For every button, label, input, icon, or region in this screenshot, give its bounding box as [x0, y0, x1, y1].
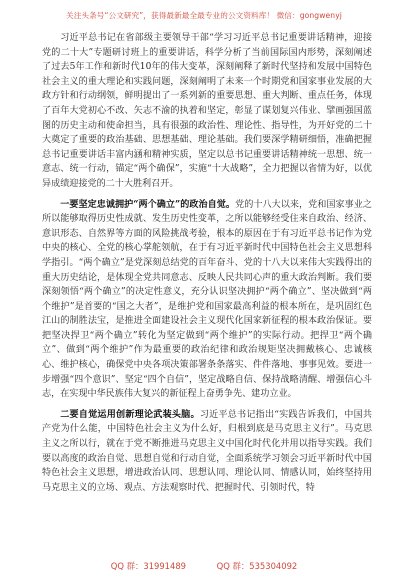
paragraph-section-2 [42, 408, 372, 496]
paragraph-intro: 习近平总书记在省部级主要领导干部“学习习近平总书记重要讲话精神，迎接党的二十大”专题研讨班上的重要讲话，科学分析了当前国际国内形势，深刻阐述了过去5年工作和新时代10年的伟大变革，深刻阐释了新时代坚持和发展中国特色社会主义的重大理论和实践问题，深刻阐明了未来一个时期党和国家事业发展的大政方针和行动纲领，鲜明提出了一系列新的重要思想、重大判断、重点任务，体现了百年大党初心不改、矢志不渝的执着和坚定，彰显了谋划复兴伟业、擘画强国蓝图的历史主动和使命担当，具有很强的政治性、理论性、指导性，为开好党的二十大奠定了重要的政治基础、思想基础、理论基础。我们要深学精研细悟，准确把握总书记重要讲话丰富内涵和精神实质，坚定以总书记重要讲话精神统一思想、统一意志、统一行动，锚定“两个确保”，实施“十大战略”，全力把握以省情为好，以优异成绩迎接党的二十大胜利召开。 [42, 33, 372, 189]
section-2-text: 习近平总书记指出“实践告诉我们，中国共产党为什么能，中国特色社会主义为什么好，归根到底是马克思主义行”。马克思主义之所以行，就在于党不断推进马克思主义中国化时代化并用以指导实践。我们要以高度的政治自觉、思想自觉和行动自觉，全面系统学习领会习近平新时代中国特色社会主义思想，增进政治认同、思想认同、理论认同、情感认同，始终坚持用马克思主义的立场、观点、方法观察时代、把握时代、引领时代，特 [42, 409, 372, 493]
paragraph-section-1 [42, 198, 372, 402]
qq-group-2: QQ 群：535304092 [216, 561, 298, 571]
section-1-heading: 一要坚定忠诚拥护“两个确立”的政治自觉。 [60, 198, 236, 210]
section-2-heading: 二要自觉运用创新理论武装头脑。 [60, 408, 200, 420]
contact-footer [0, 560, 408, 572]
document-body [42, 31, 372, 501]
qq-group-1: QQ 群：31991489 [110, 561, 186, 571]
section-1-text: 党的十八大以来，党和国家事业之所以能够取得历史性成就、发生历史性变革，之所以能够经受住来自政治、经济、意识形态、自然界等方面的风险挑战考验，根本的原因在于有习近平总书记作为党中央的核心、全党的核心掌舵领航，在于有习近平新时代中国特色社会主义思想科学指引。“两个确立”是党深刻总结党的百年奋斗、党的十八大以来伟大实践得出的重大历史结论，是体现全党共同意志、反映人民共同心声的重大政治判断。我们要深刻领悟“两个确立”的决定性意义，充分认识坚决拥护“两个确立”、坚决做到“两个维护”是首要的“国之大者”，是维护党和国家最高利益的根本所在，是巩固红色江山的制胜法宝，是推进全面建设社会主义现代化国家新征程的根本政治保证。要把坚决捍卫“两个确立”转化为坚定做到“两个维护”的实际行动。把捍卫“两个确立”、做到“两个维护”作为最重要的政治纪律和政治规矩坚决拥戴核心、忠诚核心、维护核心，确保党中央各项决策部署条条落实、件件落地、事事见效。要进一步增强“四个意识”、坚定“四个自信”，坚定战略自信、保持战略清醒、增强信心斗志，在实现中华民族伟大复兴的新征程上奋勇争先、建功立业。 [42, 199, 372, 400]
promo-header: 关注头条号“公文研究”，获得最新最全最专业的公文资料库！ 微信：gongwenyj [66, 11, 342, 20]
